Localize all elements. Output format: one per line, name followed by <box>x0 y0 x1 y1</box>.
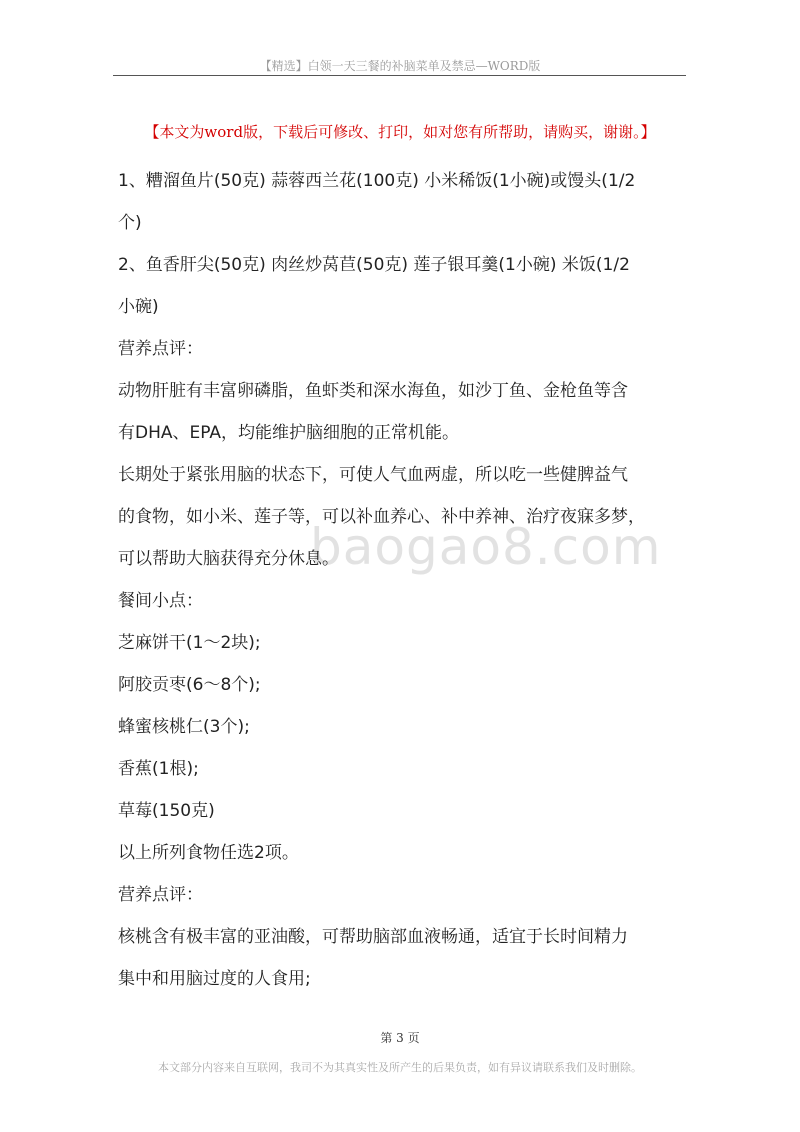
list-item: 蜂蜜核桃仁(3个); <box>118 717 250 737</box>
page-header-title: 【精选】白领一天三餐的补脑菜单及禁忌—WORD版 <box>259 59 541 73</box>
body-line: 以上所列食物任选2项。 <box>118 843 299 863</box>
body-line: 动物肝脏有丰富卵磷脂，鱼虾类和深水海鱼，如沙丁鱼、金枪鱼等含 <box>118 381 628 401</box>
section-heading: 餐间小点： <box>118 591 203 611</box>
list-item: 草莓(150克) <box>118 801 215 821</box>
section-heading: 营养点评： <box>118 885 203 905</box>
page-number: 第 3 页 <box>380 1031 420 1045</box>
body-line: 长期处于紧张用脑的状态下，可使人气血两虚，所以吃一些健脾益气 <box>118 465 628 485</box>
body-line: 1、糟溜鱼片(50克) 蒜蓉西兰花(100克) 小米稀饭(1小碗)或馒头(1/2 <box>118 171 636 191</box>
list-item: 阿胶贡枣(6～8个); <box>118 675 261 695</box>
body-line: 2、鱼香肝尖(50克) 肉丝炒莴苣(50克) 莲子银耳羹(1小碗) 米饭(1/2 <box>118 255 630 275</box>
list-item: 香蕉(1根); <box>118 759 199 779</box>
body-line: 核桃含有极丰富的亚油酸，可帮助脑部血液畅通，适宜于长时间精力 <box>118 927 628 947</box>
body-line: 的食物，如小米、莲子等，可以补血养心、补中养神、治疗夜寐多梦， <box>118 507 645 527</box>
purchase-notice: 【本文为word版，下载后可修改、打印，如对您有所帮助，请购买，谢谢。】 <box>144 123 656 141</box>
body-line: 小碗) <box>118 297 159 317</box>
list-item: 芝麻饼干(1～2块); <box>118 633 261 653</box>
body-line: 个) <box>118 213 142 233</box>
watermark: baogao8.com <box>310 518 662 576</box>
document-body <box>118 160 688 1000</box>
body-line: 集中和用脑过度的人食用; <box>118 969 311 989</box>
section-heading: 营养点评： <box>118 339 203 359</box>
body-line: 可以帮助大脑获得充分休息。 <box>118 549 339 569</box>
body-line: 有DHA、EPA，均能维护脑细胞的正常机能。 <box>118 423 460 443</box>
footer-disclaimer: 本文部分内容来自互联网，我司不为其真实性及所产生的后果负责，如有异议请联系我们及时删除。 <box>158 1061 642 1074</box>
header-divider <box>113 75 686 76</box>
